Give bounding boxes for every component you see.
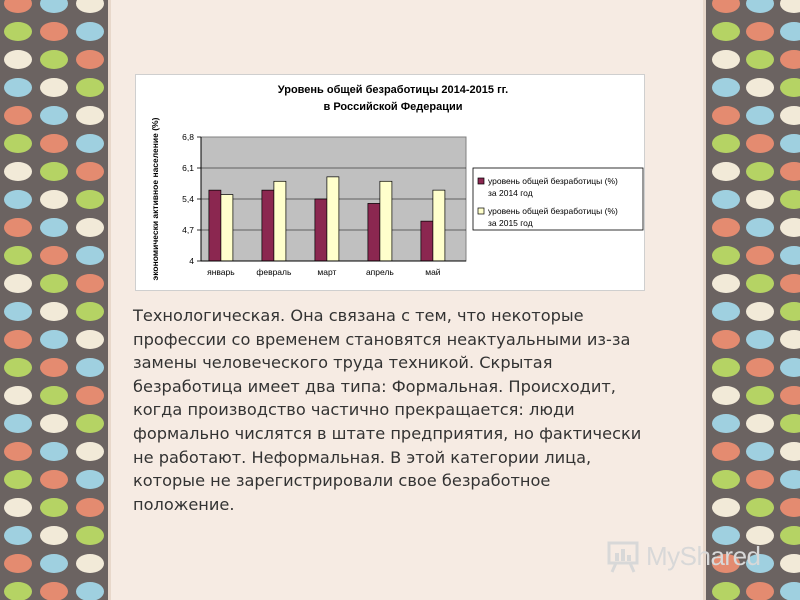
background-dot — [712, 134, 740, 153]
bar-2014 — [262, 190, 274, 261]
background-dot — [712, 50, 740, 69]
background-dot — [712, 414, 740, 433]
background-dot — [746, 134, 774, 153]
background-dot — [746, 442, 774, 461]
background-dot — [76, 218, 104, 237]
background-dot — [712, 386, 740, 405]
background-dot — [40, 246, 68, 265]
background-dot — [780, 78, 800, 97]
background-dot — [780, 0, 800, 13]
background-dot — [780, 162, 800, 181]
background-dot — [76, 386, 104, 405]
background-dot — [40, 106, 68, 125]
background-dot — [76, 22, 104, 41]
background-dot — [4, 470, 32, 489]
y-tick-label: 4,7 — [182, 225, 194, 235]
background-dot — [4, 218, 32, 237]
background-dot — [76, 274, 104, 293]
background-dot — [4, 274, 32, 293]
background-dot — [4, 582, 32, 600]
background-dot — [40, 218, 68, 237]
bar-2015 — [221, 195, 233, 261]
background-dot — [40, 582, 68, 600]
background-dot — [780, 386, 800, 405]
background-dot — [40, 78, 68, 97]
background-dot — [780, 526, 800, 545]
background-dot — [712, 218, 740, 237]
background-dot — [4, 246, 32, 265]
background-dot — [746, 330, 774, 349]
background-dot — [4, 414, 32, 433]
background-dot — [40, 134, 68, 153]
background-dot — [746, 78, 774, 97]
bar-2015 — [433, 190, 445, 261]
background-dot — [76, 162, 104, 181]
background-dot — [40, 274, 68, 293]
legend-swatch — [478, 178, 484, 184]
background-dot — [780, 190, 800, 209]
background-dot — [40, 386, 68, 405]
background-dot — [40, 414, 68, 433]
y-tick-label: 6,1 — [182, 163, 194, 173]
background-dot — [40, 554, 68, 573]
background-dot — [780, 218, 800, 237]
background-dot — [780, 302, 800, 321]
background-dot — [40, 442, 68, 461]
legend-swatch — [478, 208, 484, 214]
background-dot — [780, 330, 800, 349]
background-dot — [4, 134, 32, 153]
background-dot — [712, 246, 740, 265]
x-tick-label: май — [425, 267, 441, 277]
background-dot — [712, 106, 740, 125]
slide-body-text: Технологическая. Она связана с тем, что некоторые профессии со временем становятся неактуальными из-за замены человеческого труда техникой. Скрытая безработица имеет два типа: Формальная. Происходит, когда производство частично прекращается: люди формально числятся в штате предприятия, но фактически не работают. Неформальная. В этой категории лица, которые не зарегистрировали свое безработное положение. — [133, 306, 642, 514]
background-dot — [76, 0, 104, 13]
watermark-text: MyShared — [646, 540, 761, 571]
background-dot — [746, 274, 774, 293]
legend-label: уровень общей безработицы (%) за 2015 год — [488, 206, 618, 228]
background-dot — [712, 0, 740, 13]
background-dot — [40, 470, 68, 489]
background-dot — [40, 162, 68, 181]
background-dot — [712, 470, 740, 489]
legend-label: уровень общей безработицы (%) за 2014 год — [488, 176, 618, 198]
background-dot — [712, 498, 740, 517]
background-dot — [712, 582, 740, 600]
background-dot — [712, 442, 740, 461]
bar-2014 — [315, 199, 327, 261]
background-dot — [712, 274, 740, 293]
background-dot — [4, 554, 32, 573]
y-tick-label: 6,8 — [182, 132, 194, 142]
bar-2015 — [274, 181, 286, 261]
background-dot — [780, 498, 800, 517]
polka-dot-border-left — [0, 0, 110, 600]
background-dot — [712, 22, 740, 41]
x-tick-label: март — [317, 267, 337, 277]
background-dot — [40, 22, 68, 41]
background-dot — [712, 302, 740, 321]
background-dot — [780, 50, 800, 69]
bar-2014 — [368, 203, 380, 261]
background-dot — [780, 274, 800, 293]
bar-2015 — [327, 177, 339, 261]
background-dot — [746, 218, 774, 237]
background-dot — [76, 498, 104, 517]
background-dot — [4, 162, 32, 181]
background-dot — [4, 358, 32, 377]
background-dot — [76, 442, 104, 461]
background-dot — [76, 470, 104, 489]
background-dot — [40, 330, 68, 349]
x-tick-label: апрель — [365, 267, 394, 277]
bar-2015 — [380, 181, 392, 261]
unemployment-bar-chart — [136, 75, 646, 292]
myshared-watermark — [606, 536, 776, 576]
background-dot — [40, 302, 68, 321]
background-dot — [746, 22, 774, 41]
background-dot — [4, 386, 32, 405]
background-dot — [76, 78, 104, 97]
x-tick-label: февраль — [256, 267, 292, 277]
background-dot — [746, 246, 774, 265]
background-dot — [76, 582, 104, 600]
background-dot — [746, 414, 774, 433]
x-tick-label: январь — [207, 267, 235, 277]
background-dot — [76, 554, 104, 573]
background-dot — [76, 358, 104, 377]
background-dot — [746, 106, 774, 125]
chart-title: Уровень общей безработицы 2014-2015 гг. — [277, 84, 509, 96]
background-dot — [712, 358, 740, 377]
background-dot — [76, 246, 104, 265]
background-dot — [780, 554, 800, 573]
background-dot — [780, 134, 800, 153]
background-dot — [76, 414, 104, 433]
background-dot — [4, 526, 32, 545]
background-dot — [76, 50, 104, 69]
background-dot — [746, 50, 774, 69]
bar-2014 — [421, 221, 433, 261]
background-dot — [746, 190, 774, 209]
background-dot — [4, 0, 32, 13]
background-dot — [40, 0, 68, 13]
background-dot — [4, 78, 32, 97]
background-dot — [746, 470, 774, 489]
background-dot — [4, 498, 32, 517]
background-dot — [76, 134, 104, 153]
presentation-board-icon — [606, 539, 642, 573]
background-dot — [712, 78, 740, 97]
background-dot — [780, 246, 800, 265]
bar-2014 — [209, 190, 221, 261]
background-dot — [746, 498, 774, 517]
background-dot — [746, 582, 774, 600]
background-dot — [76, 106, 104, 125]
background-dot — [40, 526, 68, 545]
background-dot — [780, 582, 800, 600]
background-dot — [4, 302, 32, 321]
background-dot — [76, 526, 104, 545]
background-dot — [76, 302, 104, 321]
chart-subtitle: в Российской Федерации — [323, 101, 463, 113]
background-dot — [746, 386, 774, 405]
background-dot — [40, 358, 68, 377]
background-dot — [40, 190, 68, 209]
background-dot — [780, 358, 800, 377]
chart-container — [135, 74, 645, 291]
background-dot — [746, 302, 774, 321]
background-dot — [4, 50, 32, 69]
background-dot — [712, 330, 740, 349]
background-dot — [780, 106, 800, 125]
background-dot — [712, 190, 740, 209]
background-dot — [76, 330, 104, 349]
background-dot — [4, 330, 32, 349]
polka-dot-border-right — [704, 0, 800, 600]
background-dot — [4, 442, 32, 461]
background-dot — [780, 442, 800, 461]
background-dot — [40, 50, 68, 69]
background-dot — [780, 414, 800, 433]
y-axis-label: экономически активное население (%) — [150, 117, 160, 281]
background-dot — [780, 22, 800, 41]
background-dot — [40, 498, 68, 517]
background-dot — [746, 162, 774, 181]
background-dot — [4, 22, 32, 41]
background-dot — [76, 190, 104, 209]
background-dot — [712, 162, 740, 181]
background-dot — [4, 190, 32, 209]
y-tick-label: 5,4 — [182, 194, 194, 204]
background-dot — [746, 0, 774, 13]
background-dot — [780, 470, 800, 489]
y-tick-label: 4 — [189, 256, 194, 266]
background-dot — [4, 106, 32, 125]
background-dot — [746, 358, 774, 377]
